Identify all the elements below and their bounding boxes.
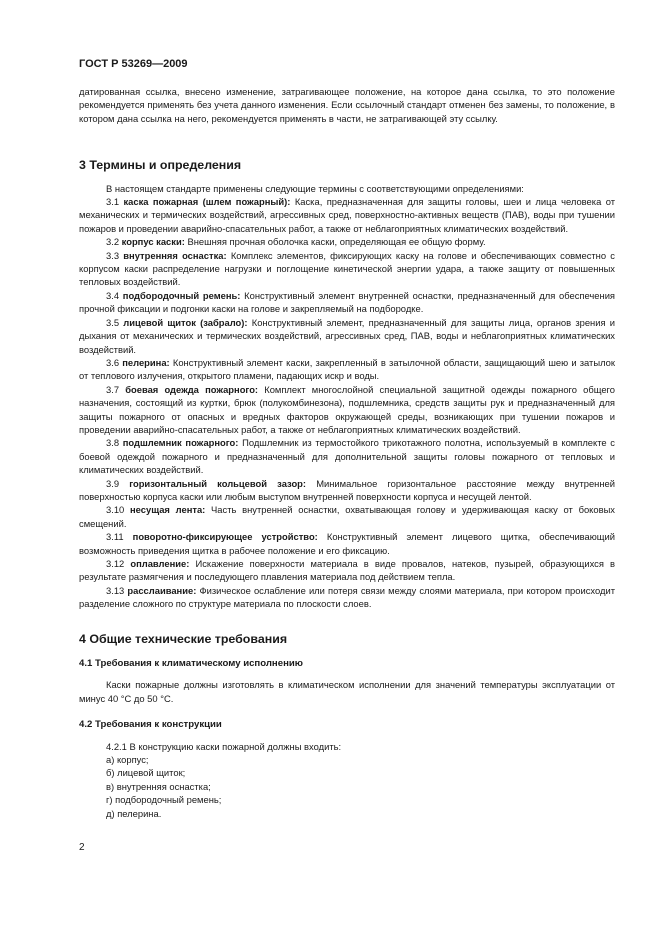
intro-paragraph: датированная ссылка, внесено изменение, затрагивающее положение, на которое дана ссылка, то это положение рекомендуется применять без учета данного изменения. Если ссылочный стандарт отменен без замены, то положение, в котором дана ссылка на него, рекомендуется применять в части, не затрагивающей эту ссылку. <box>79 86 615 124</box>
term-name: каска пожарная (шлем пожарный): <box>123 196 291 208</box>
terms-list <box>79 195 615 611</box>
term-name: подбородочный ремень: <box>122 289 241 301</box>
term-name: оплавление: <box>130 558 190 569</box>
section-3-lead: В настоящем стандарте применены следующие термины с соответствующими определениями: <box>106 182 524 194</box>
term-name: подшлемник пожарного: <box>122 437 239 449</box>
section-4-heading: 4 Общие технические требования <box>79 631 288 646</box>
list-item: г) подбородочный ремень; <box>106 794 222 806</box>
term-definition: Внешняя прочная оболочка каски, определяющая ее общую форму. <box>184 236 486 248</box>
term-definition: Конструктивный элемент лицевого щитка, обеспечивающий возможность приведения щитка в рабочее положение и его фиксацию. <box>79 531 615 556</box>
page-body <box>79 85 615 820</box>
subsection-4-2-1-lead: 4.2.1 В конструкцию каски пожарной должны входить: <box>106 740 342 752</box>
term-paragraph <box>79 436 615 476</box>
list-item: а) корпус; <box>106 754 149 766</box>
term-paragraph <box>79 530 615 557</box>
term-name: пелерина: <box>122 356 170 368</box>
term-number: 3.13 <box>106 584 125 596</box>
term-paragraph <box>79 289 615 316</box>
term-definition: Комплект многослойной специальной защитной одежды пожарного общего назначения, состоящий из куртки, брюк (полукомбинезона), подшлемника, средств защиты рук и предназначенный для защиты пожарного от опасных и вредных факторов окружающей среды, возникающих при тушении пожаров и проведении аварийно-спасательных работ, а также от неблагоприятных климатических воздействий. <box>79 383 615 435</box>
term-paragraph <box>79 584 615 611</box>
term-number: 3.5 <box>106 316 120 328</box>
document-header: ГОСТ Р 53269—2009 <box>79 58 188 70</box>
term-paragraph <box>79 356 615 383</box>
term-paragraph <box>79 383 615 437</box>
term-number: 3.6 <box>106 356 120 368</box>
term-name: боевая одежда пожарного: <box>125 383 259 395</box>
term-name: несущая лента: <box>130 504 206 516</box>
term-name: горизонтальный кольцевой зазор: <box>129 477 307 489</box>
list-item: б) лицевой щиток; <box>106 767 186 779</box>
subsection-4-2-heading: 4.2 Требования к конструкции <box>79 719 222 731</box>
term-name: лицевой щиток (забрало): <box>123 316 248 328</box>
term-paragraph <box>79 195 615 235</box>
term-number: 3.9 <box>106 477 120 489</box>
term-definition: Конструктивный элемент каски, закрепленный в затылочной области, защищающий шею и затылок от теплового излучения, открытого пламени, падающих искр и воды. <box>79 356 615 382</box>
term-paragraph <box>79 316 615 356</box>
term-definition: Подшлемник из термостойкого трикотажного полотна, используемый в комплекте с боевой одеждой пожарного и предназначенный для дополнительной защиты головы пожарного от тепловых и климатических воздействий. <box>79 437 615 476</box>
term-definition: Искажение поверхности материала в виде провалов, натеков, пузырей, образующихся в результате размягчения и последующего плавления материала под действием тепла. <box>79 558 615 583</box>
term-number: 3.2 <box>106 236 120 248</box>
list-item: д) пелерина. <box>106 807 162 819</box>
term-name: корпус каски: <box>121 236 185 248</box>
term-name: поворотно-фиксирующее устройство: <box>132 531 318 543</box>
term-name: внутренняя оснастка: <box>123 249 227 261</box>
term-definition: Физическое ослабление или потеря связи между слоями материала, при котором происходит разделение сложного по структуре материала по плоскости слоев. <box>79 584 616 610</box>
term-number: 3.12 <box>106 558 125 569</box>
term-number: 3.4 <box>106 289 120 301</box>
term-paragraph <box>79 235 615 248</box>
term-definition: Минимальное горизонтальное расстояние между внутренней поверхностью корпуса каски или любым выступом внутренней поверхности корпуса и несущей лентой. <box>79 477 615 502</box>
term-definition: Комплекс элементов, фиксирующих каску на голове и обеспечивающих совместно с корпусом каски распределение нагрузки и поглощение кинетической энергии удара, а также защиту от повышенных тепловых воздействий. <box>79 249 615 288</box>
construction-items-list <box>79 753 615 820</box>
subsection-4-1-heading: 4.1 Требования к климатическому исполнению <box>79 658 303 670</box>
term-paragraph <box>79 477 615 504</box>
term-number: 3.11 <box>106 531 124 543</box>
subsection-4-1-text: Каски пожарные должны изготовлять в климатическом исполнении для значений температуры эксплуатации от минус 40 °С до 50 °С. <box>79 679 615 704</box>
term-paragraph <box>79 557 615 584</box>
term-number: 3.10 <box>106 504 125 516</box>
term-paragraph <box>79 249 615 289</box>
term-definition: Часть внутренней оснастки, охватывающая голову и удерживающая каску от боковых смещений. <box>79 504 615 529</box>
section-3-heading: 3 Термины и определения <box>79 158 242 173</box>
term-definition: Каска, предназначенная для защиты головы, шеи и лица человека от механических и термических воздействий, агрессивных сред, поверхностно-активных веществ (ПАВ), воды при тушении пожаров и проведении аварийно-спасательных работ, а также от неблагоприятных климатических воздействий. <box>79 196 615 234</box>
term-number: 3.3 <box>106 249 120 261</box>
list-item: в) внутренняя оснастка; <box>106 780 211 792</box>
term-definition: Конструктивный элемент, предназначенный для защиты лица, органов зрения и дыхания от механических и термических воздействий, агрессивных сред, ПАВ, воды и неблагоприятных климатических воздействий. <box>79 316 616 355</box>
term-number: 3.1 <box>106 196 120 208</box>
term-number: 3.8 <box>106 437 120 449</box>
page-number: 2 <box>79 842 85 853</box>
term-definition: Конструктивный элемент внутренней оснастки, предназначенный для обеспечения прочной фиксации и подгонки каски на голове и закрепляемый на подбородке. <box>79 289 616 315</box>
term-number: 3.7 <box>106 383 120 395</box>
term-name: расслаивание: <box>127 584 197 596</box>
term-paragraph <box>79 503 615 530</box>
